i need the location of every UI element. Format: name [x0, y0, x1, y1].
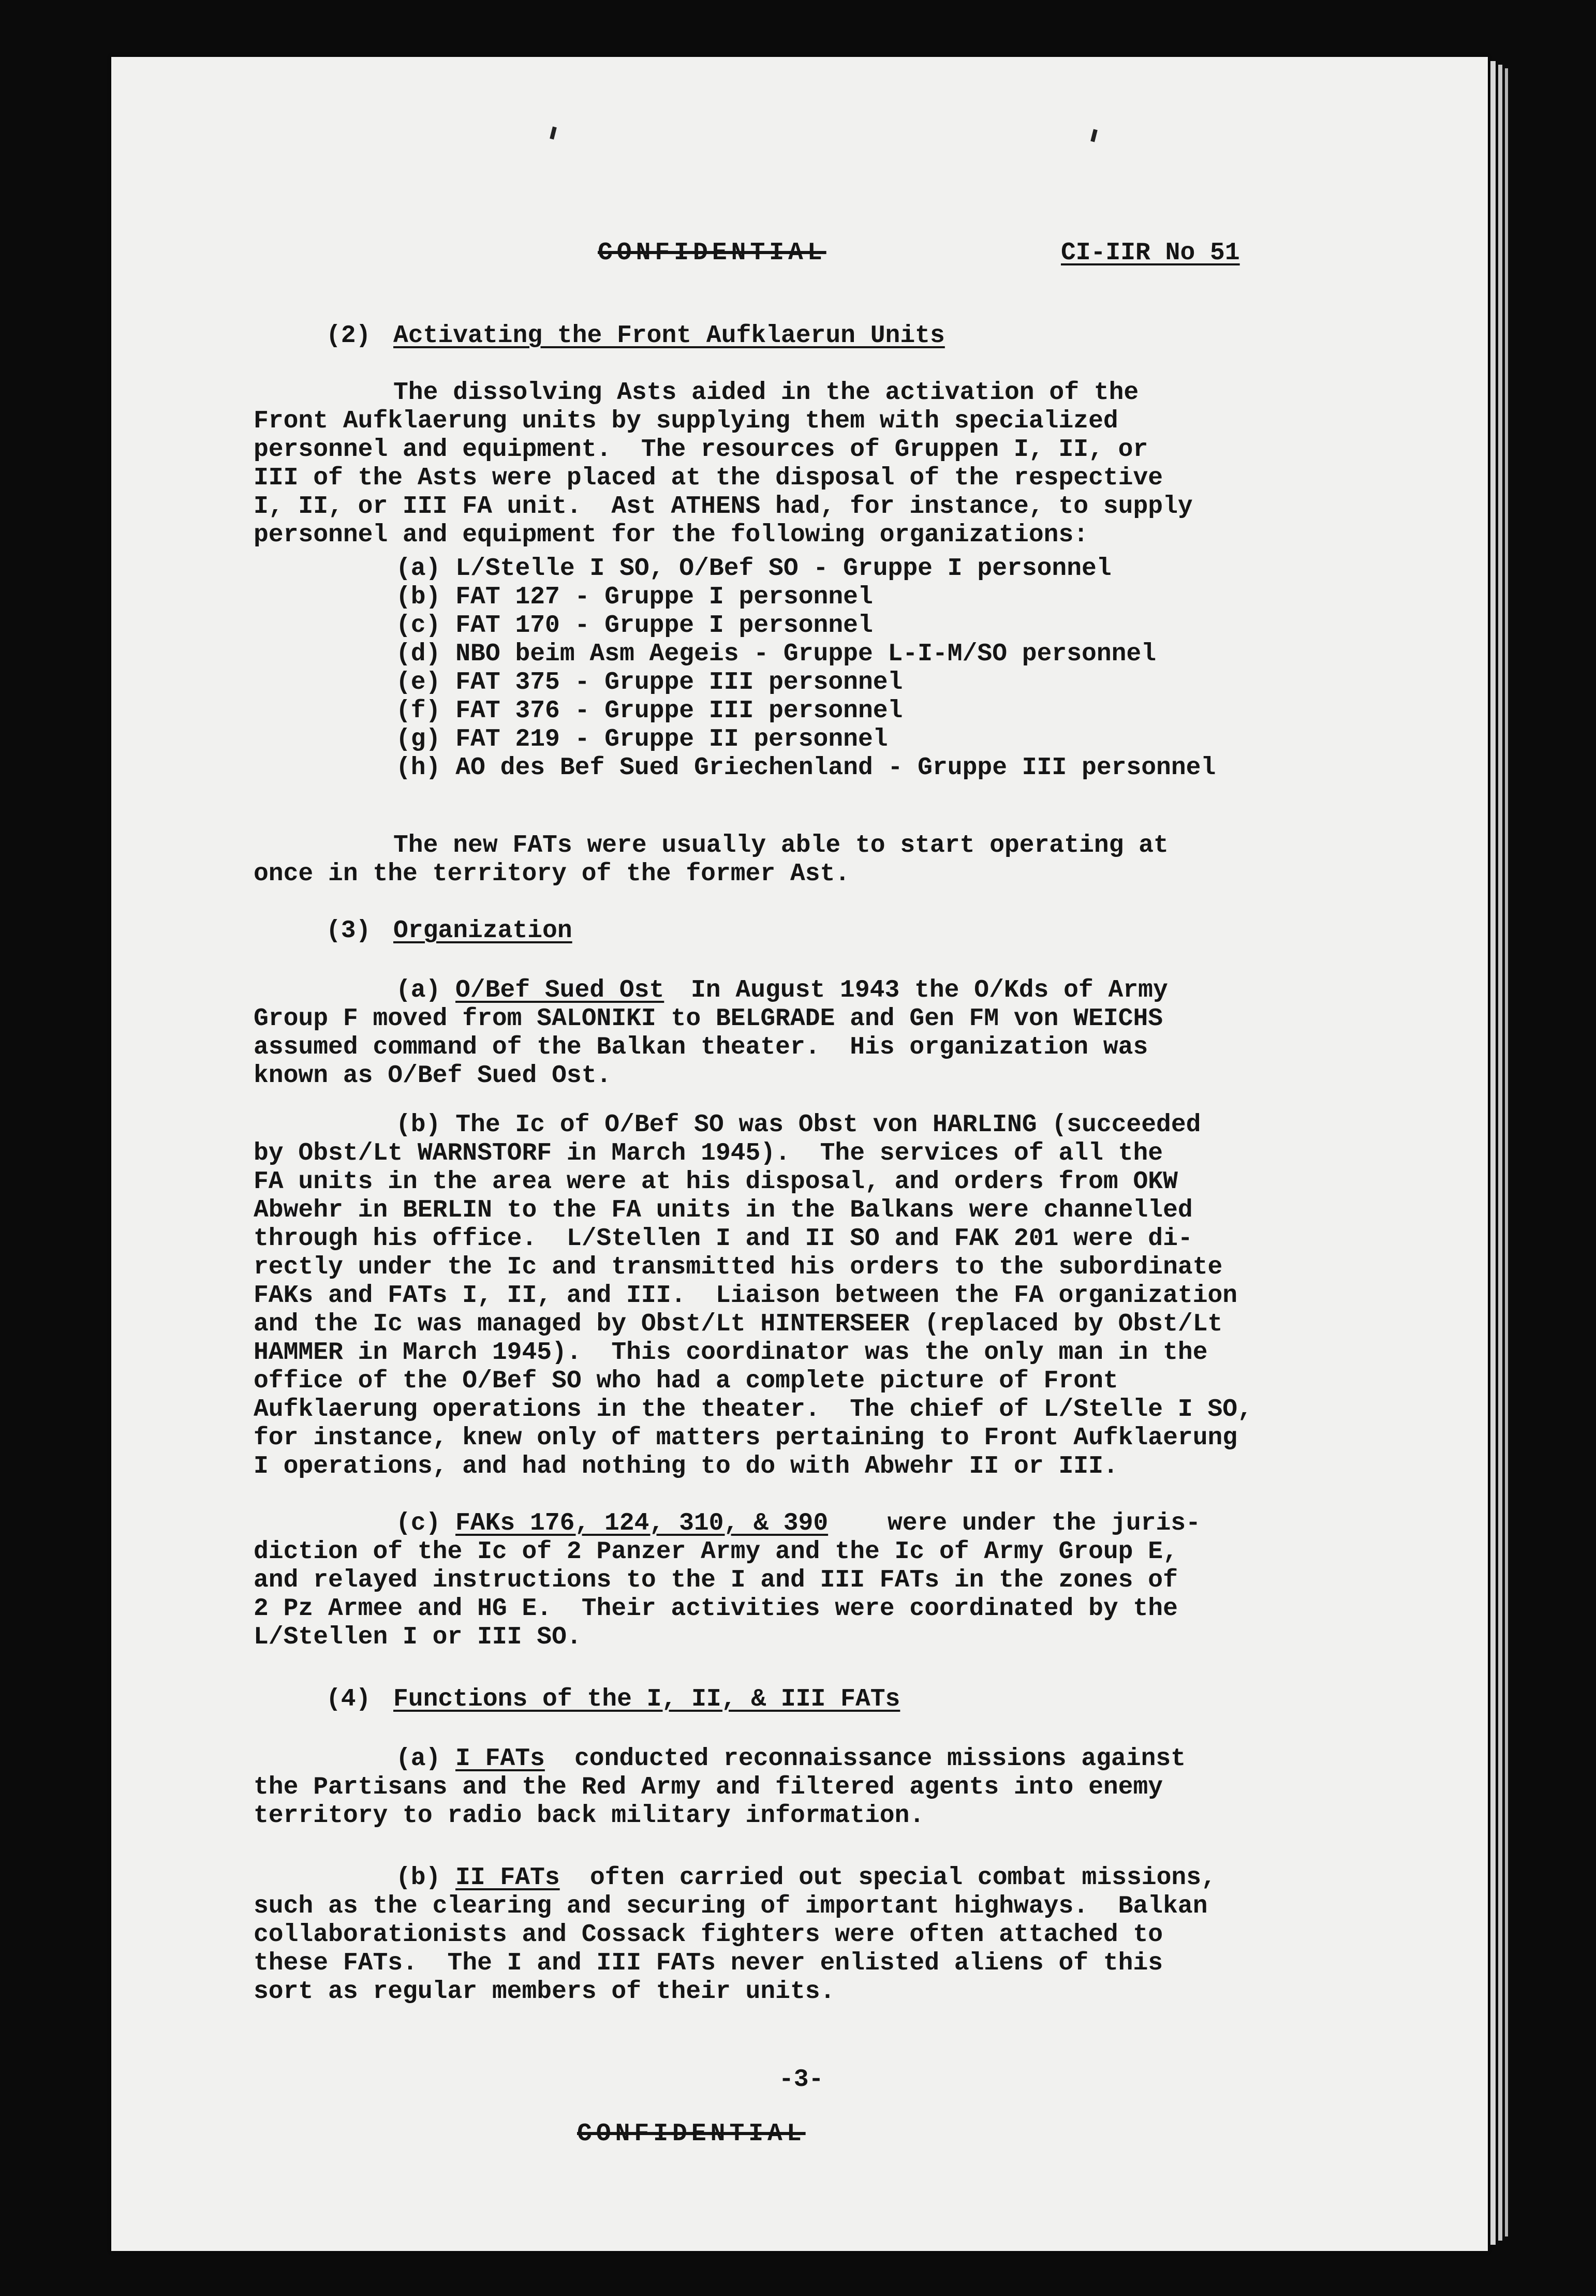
text-line: office of the O/Bef SO who had a complete picture of Front	[254, 1367, 1118, 1395]
text-line: the Partisans and the Red Army and filtered agents into enemy	[254, 1773, 1163, 1801]
text-line: such as the clearing and securing of important highways. Balkan	[254, 1892, 1208, 1920]
text-line: Abwehr in BERLIN to the FA units in the Balkans were channelled	[254, 1196, 1193, 1224]
section-4a-first: conducted reconnaissance missions against	[574, 1745, 1186, 1773]
text-line: The new FATs were usually able to start operating at	[393, 832, 1169, 860]
text-line: (h) AO des Bef Sued Griechenland - Gruppe III personnel	[396, 754, 1216, 782]
section-3c-label: (c)	[396, 1509, 441, 1537]
text-line: collaborationists and Cossack fighters were often attached to	[254, 1921, 1163, 1949]
section-4a-title: I FATs	[455, 1745, 545, 1773]
text-line: Aufklaerung operations in the theater. The chief of L/Stelle I SO,	[254, 1396, 1252, 1424]
footer-classification: CONFIDENTIAL	[577, 2120, 806, 2148]
text-line: FAKs and FATs I, II, and III. Liaison between the FA organization	[254, 1282, 1238, 1310]
section-3a-label: (a)	[396, 976, 441, 1004]
text-line: sort as regular members of their units.	[254, 1978, 835, 2006]
text-line: 2 Pz Armee and HG E. Their activities were coordinated by the	[254, 1595, 1178, 1623]
text-line: and relayed instructions to the I and III FATs in the zones of	[254, 1566, 1178, 1594]
section-4b-title: II FATs	[455, 1864, 560, 1892]
text-line: (a) L/Stelle I SO, O/Bef SO - Gruppe I personnel	[396, 555, 1112, 583]
text-line: these FATs. The I and III FATs never enlisted aliens of this	[254, 1949, 1163, 1977]
text-line: assumed command of the Balkan theater. His organization was	[254, 1033, 1148, 1061]
section-4b-label: (b)	[396, 1864, 441, 1892]
text-line: L/Stellen I or III SO.	[254, 1623, 582, 1651]
section-4-number: (4)	[326, 1685, 371, 1713]
text-line: HAMMER in March 1945). This coordinator was the only man in the	[254, 1339, 1208, 1367]
text-line: (b) The Ic of O/Bef SO was Obst von HARLING (succeeded	[396, 1111, 1201, 1139]
section-4a-label: (a)	[396, 1745, 441, 1773]
page-edge	[1490, 61, 1496, 2245]
text-line: (g) FAT 219 - Gruppe II personnel	[396, 725, 888, 753]
text-line: diction of the Ic of 2 Panzer Army and the Ic of Army Group E,	[254, 1538, 1178, 1566]
text-line: once in the territory of the former Ast.	[254, 860, 850, 888]
text-line: I operations, and had nothing to do with Abwehr II or III.	[254, 1453, 1118, 1480]
section-4b-first: often carried out special combat missions,	[590, 1864, 1216, 1892]
section-2-number: (2)	[326, 322, 371, 350]
section-3c-title: FAKs 176, 124, 310, & 390	[455, 1509, 829, 1537]
text-line: through his office. L/Stellen I and II SO and FAK 201 were di-	[254, 1225, 1193, 1253]
text-line: personnel and equipment. The resources of Gruppen I, II, or	[254, 436, 1148, 464]
text-line: Front Aufklaerung units by supplying them with specialized	[254, 407, 1118, 435]
text-line: personnel and equipment for the following organizations:	[254, 521, 1089, 549]
text-line: territory to radio back military information.	[254, 1802, 925, 1830]
text-line: I, II, or III FA unit. Ast ATHENS had, for instance, to supply	[254, 493, 1193, 521]
page-edge	[1498, 65, 1502, 2241]
text-line: for instance, knew only of matters pertaining to Front Aufklaerung	[254, 1424, 1238, 1452]
section-3c-first: were under the juris-	[888, 1509, 1201, 1537]
section-4-heading: Functions of the I, II, & III FATs	[393, 1685, 900, 1713]
text-line: (f) FAT 376 - Gruppe III personnel	[396, 697, 903, 725]
section-2-heading: Activating the Front Aufklaerun Units	[393, 322, 945, 350]
page-number: -3-	[779, 2066, 824, 2094]
punch-mark	[1090, 129, 1098, 142]
text-line: FA units in the area were at his disposal, and orders from OKW	[254, 1168, 1178, 1196]
section-3-number: (3)	[326, 917, 371, 945]
text-line: (b) FAT 127 - Gruppe I personnel	[396, 583, 873, 611]
text-line: (d) NBO beim Asm Aegeis - Gruppe L-I-M/SO personnel	[396, 640, 1157, 668]
text-line: The dissolving Asts aided in the activation of the	[393, 379, 1139, 407]
text-line: known as O/Bef Sued Ost.	[254, 1062, 612, 1090]
section-3a-title: O/Bef Sued Ost	[455, 976, 664, 1004]
section-3a-first: In August 1943 the O/Kds of Army	[691, 976, 1168, 1004]
text-line: III of the Asts were placed at the disposal of the respective	[254, 464, 1163, 492]
text-line: by Obst/Lt WARNSTORF in March 1945). The services of all the	[254, 1139, 1163, 1167]
section-3-heading: Organization	[393, 917, 572, 945]
header-classification: CONFIDENTIAL	[598, 239, 826, 267]
text-line: rectly under the Ic and transmitted his orders to the subordinate	[254, 1253, 1223, 1281]
text-line: and the Ic was managed by Obst/Lt HINTERSEER (replaced by Obst/Lt	[254, 1310, 1223, 1338]
text-line: (e) FAT 375 - Gruppe III personnel	[396, 669, 903, 697]
page-edge	[1505, 68, 1508, 2236]
text-line: (c) FAT 170 - Gruppe I personnel	[396, 612, 873, 640]
document-page	[111, 57, 1488, 2251]
text-line: Group F moved from SALONIKI to BELGRADE and Gen FM von WEICHS	[254, 1005, 1163, 1033]
punch-mark	[550, 126, 557, 139]
report-number: CI-IIR No 51	[1061, 239, 1240, 267]
